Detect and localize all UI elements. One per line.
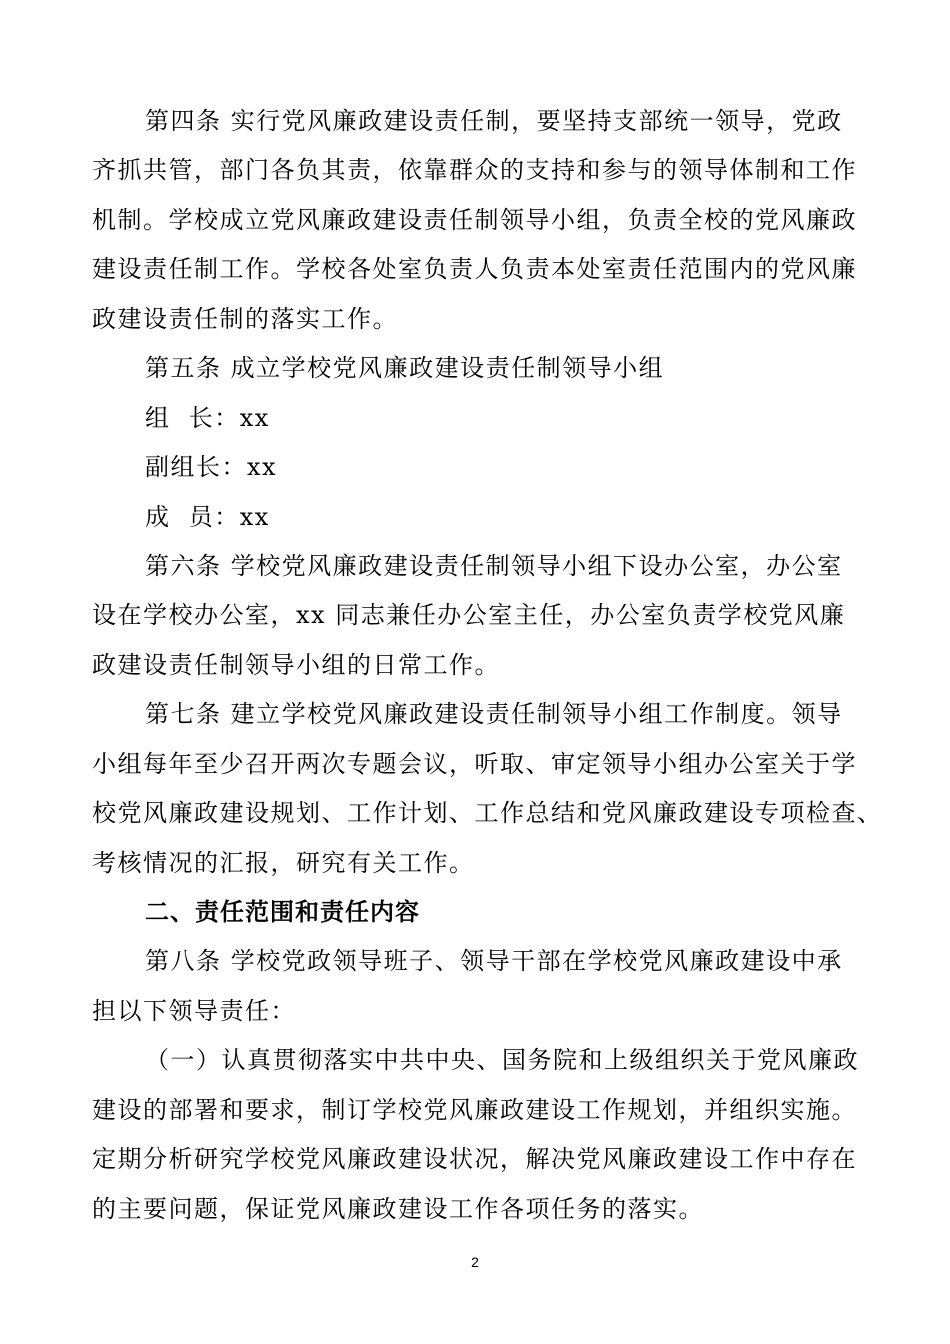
section-2-heading: 二、责任范围和责任内容 (145, 898, 420, 926)
group-leader: 组 长：xx (145, 403, 270, 432)
article-8-line: 担以下领导责任： (92, 996, 296, 1025)
article-6-line: 政建设责任制领导小组的日常工作。 (92, 650, 500, 679)
article-4-line: 建设责任制工作。学校各处室负责人负责本处室责任范围内的党风廉 (92, 255, 857, 284)
article-5 (92, 344, 922, 393)
article-5-line: 第五条 成立学校党风廉政建设责任制领导小组 (145, 354, 665, 383)
article-8-line: 第八条 学校党政领导班子、领导干部在学校党风廉政建设中承 (145, 947, 843, 976)
article-7-line: 小组每年至少召开两次专题会议，听取、审定领导小组办公室关于学 (92, 749, 857, 778)
article-4-line: 齐抓共管，部门各负其责，依靠群众的支持和参与的领导体制和工作 (92, 156, 857, 185)
article-4-line: 第四条 实行党风廉政建设责任制，要坚持支部统一领导，党政 (145, 107, 843, 135)
article-7-line: 考核情况的汇报，研究有关工作。 (92, 848, 475, 877)
group-members: 成 员：xx (145, 502, 270, 531)
item-1-line: 的主要问题，保证党风廉政建设工作各项任务的落实。 (92, 1194, 704, 1223)
article-7 (92, 690, 922, 888)
item-1 (92, 1036, 922, 1234)
item-1-line: 定期分析研究学校党风廉政建设状况，解决党风廉政建设工作中存在 (92, 1145, 857, 1174)
article-6-line: 设在学校办公室，xx 同志兼任办公室主任，办公室负责学校党风廉 (92, 601, 846, 630)
item-1-line: 建设的部署和要求，制订学校党风廉政建设工作规划，并组织实施。 (92, 1095, 857, 1124)
article-8 (92, 937, 922, 1036)
item-1-line: （一）认真贯彻落实中共中央、国务院和上级组织关于党风廉政 (145, 1046, 859, 1075)
article-4 (92, 97, 922, 344)
document-body (92, 97, 922, 1234)
article-4-line: 政建设责任制的落实工作。 (92, 304, 398, 333)
leadership-group-list (92, 394, 922, 542)
article-6 (92, 542, 922, 690)
group-deputy-leader: 副组长：xx (145, 453, 278, 482)
article-6-line: 第六条 学校党风廉政建设责任制领导小组下设办公室，办公室 (145, 551, 843, 580)
article-7-line: 校党风廉政建设规划、工作计划、工作总结和党风廉政建设专项检查、 (92, 799, 883, 828)
article-7-line: 第七条 建立学校党风廉政建设责任制领导小组工作制度。领导 (145, 700, 843, 729)
page-number: 2 (471, 1254, 479, 1270)
article-4-line: 机制。学校成立党风廉政建设责任制领导小组，负责全校的党风廉政 (92, 205, 857, 234)
